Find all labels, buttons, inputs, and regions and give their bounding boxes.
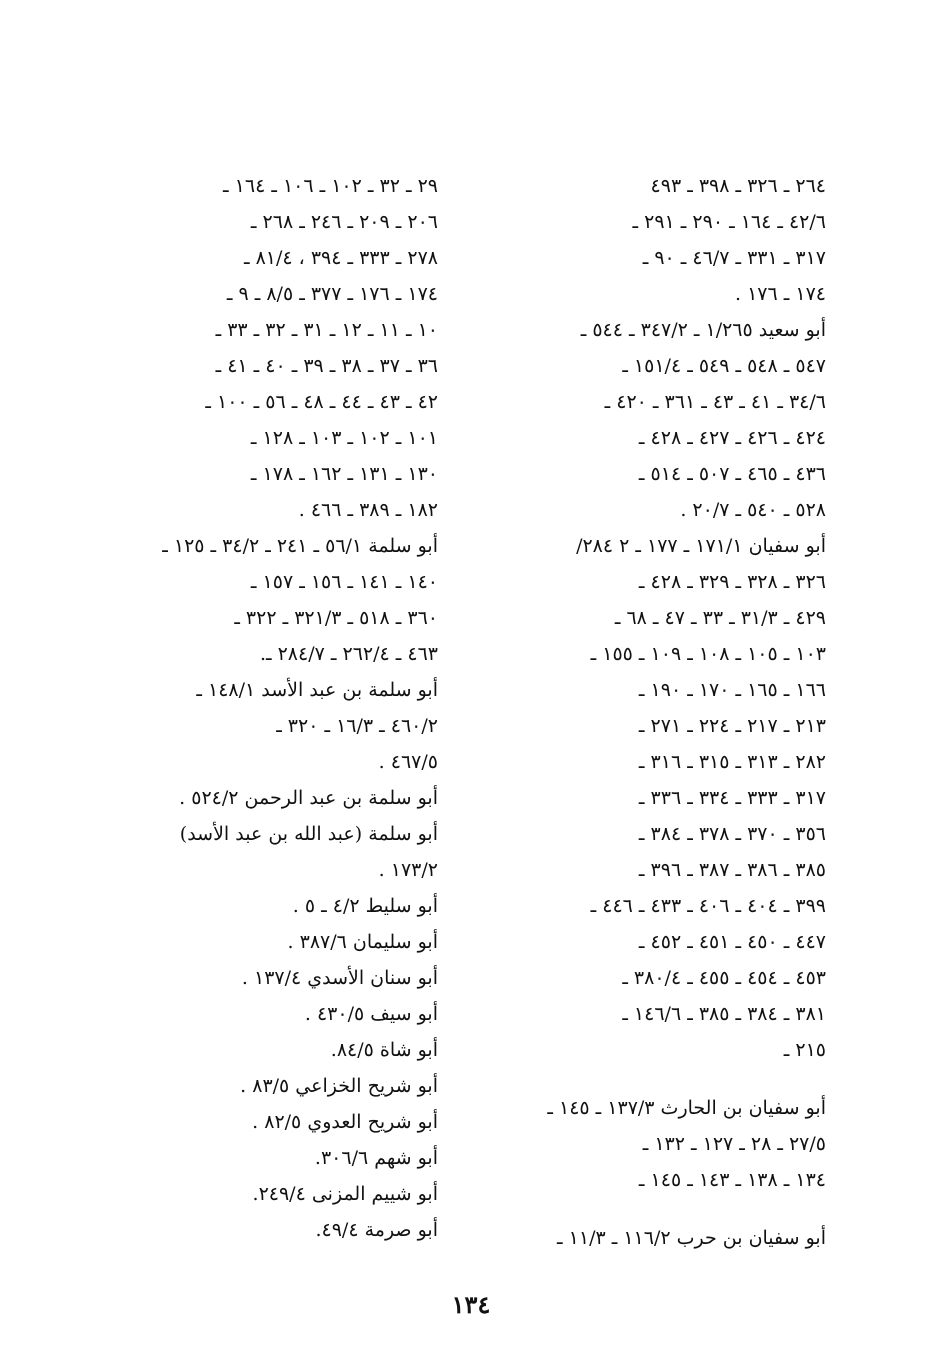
index-line: ١٣٤ ـ ١٣٨ ـ ١٤٣ ـ ١٤٥ ـ: [638, 1169, 826, 1191]
index-line: ٣١٧ ـ ٣٣٣ ـ ٣٣٤ ـ ٣٣٦ ـ: [638, 787, 826, 809]
index-line: أبو سليط ٤/٢ ـ ٥ .: [292, 895, 438, 917]
index-line: ٤٦٣ ـ ٢٦٢/٤ ـ ٢٨٤/٧ ـ.: [259, 643, 438, 665]
index-line: أبو سيف ٤٣٠/٥ .: [304, 1003, 438, 1025]
index-line: ٣٨٥ ـ ٣٨٦ ـ ٣٨٧ ـ ٣٩٦ ـ: [638, 859, 826, 881]
entry-gap: [490, 1068, 826, 1090]
index-line: أبو شريح العدوي ٨٢/٥ .: [252, 1111, 438, 1133]
index-line: ٢١٥ ـ: [783, 1039, 826, 1061]
index-line: ٣٥٦ ـ ٣٧٠ ـ ٣٧٨ ـ ٣٨٤ ـ: [638, 823, 826, 845]
index-line: أبو سفيان ١٧١/١ ـ ١٧٧ ـ ٢ ٢٨٤/: [576, 535, 826, 557]
index-line: ٢٧٨ ـ ٣٣٣ ـ ٣٩٤ ، ٨١/٤ ـ: [243, 247, 438, 269]
index-line: ٤٢ ـ ٤٣ ـ ٤٤ ـ ٤٨ ـ ٥٦ ـ ١٠٠ ـ: [205, 391, 438, 413]
index-line: ١٨٢ ـ ٣٨٩ ـ ٤٦٦ .: [298, 499, 438, 521]
index-line: أبو سلمة بن عبد الرحمن ٥٢٤/٢ .: [179, 787, 438, 809]
index-line: ١٦٦ ـ ١٦٥ ـ ١٧٠ ـ ١٩٠ ـ: [638, 679, 826, 701]
index-line: ٥٢٨ ـ ٥٤٠ ـ ٢٠/٧ .: [680, 499, 826, 521]
index-line: ٣٤/٦ ـ ٤١ ـ ٤٣ ـ ٣٦١ ـ ٤٢٠ ـ: [604, 391, 826, 413]
index-line: أبو شييم المزنى ٢٤٩/٤.: [252, 1183, 438, 1205]
index-line: ١٣٠ ـ ١٣١ ـ ١٦٢ ـ ١٧٨ ـ: [250, 463, 438, 485]
index-line: ٢٠٦ ـ ٢٠٩ ـ ٢٤٦ ـ ٢٦٨ ـ: [250, 211, 438, 233]
index-line: ٣٦ ـ ٣٧ ـ ٣٨ ـ ٣٩ ـ ٤٠ ـ ٤١ ـ: [215, 355, 438, 377]
index-line: ١٧٣/٢ .: [378, 859, 438, 881]
page-number: ١٣٤: [451, 1290, 491, 1319]
index-column-right: [490, 168, 826, 1256]
index-line: ٣٢٦ ـ ٣٢٨ ـ ٣٢٩ ـ ٤٢٨ ـ: [638, 571, 826, 593]
index-line: أبو سلمة بن عبد الأسد ١٤٨/١ ـ: [196, 679, 438, 701]
index-line: أبو شهم ٣٠٦/٦.: [314, 1147, 438, 1169]
entry-gap: [490, 1198, 826, 1220]
index-line: ١٠٣ ـ ١٠٥ ـ ١٠٨ ـ ١٠٩ ـ ١٥٥ ـ: [590, 643, 826, 665]
index-line: ٤٢٤ ـ ٤٢٦ ـ ٤٢٧ ـ ٤٢٨ ـ: [638, 427, 826, 449]
index-line: ٣٦٠ ـ ٥١٨ ـ ٣٢١/٣ ـ ٣٢٢ ـ: [234, 607, 438, 629]
index-line: ١٧٤ ـ ١٧٦ .: [735, 283, 826, 305]
index-line: أبو سلمة (عبد الله بن عبد الأسد): [179, 823, 438, 845]
index-line: أبو سفيان بن الحارث ١٣٧/٣ ـ ١٤٥ ـ: [547, 1097, 826, 1119]
index-line: ٤٦٠/٢ ـ ١٦/٣ ـ ٣٢٠ ـ: [276, 715, 438, 737]
index-line: ٤٣٦ ـ ٤٦٥ ـ ٥٠٧ ـ ٥١٤ ـ: [638, 463, 826, 485]
index-line: ٤٢٩ ـ ٣١/٣ ـ ٣٣ ـ ٤٧ ـ ٦٨ ـ: [614, 607, 826, 629]
index-line: ٢٦٤ ـ ٣٢٦ ـ ٣٩٨ ـ ٤٩٣: [650, 175, 826, 197]
index-line: ٤٢/٦ ـ ١٦٤ ـ ٢٩٠ ـ ٢٩١ ـ: [632, 211, 826, 233]
index-line: ١٤٠ ـ ١٤١ ـ ١٥٦ ـ ١٥٧ ـ: [250, 571, 438, 593]
index-line: ١٧٤ ـ ١٧٦ ـ ٣٧٧ ـ ٨/٥ ـ ٩ ـ: [226, 283, 438, 305]
index-line: ٣٨١ ـ ٣٨٤ ـ ٣٨٥ ـ ١٤٦/٦ ـ: [622, 1003, 826, 1025]
index-column-left: [100, 168, 438, 1248]
index-line: ١٠١ ـ ١٠٢ ـ ١٠٣ ـ ١٢٨ ـ: [250, 427, 438, 449]
index-line: أبو شريح الخزاعي ٨٣/٥ .: [240, 1075, 438, 1097]
index-line: أبو سعيد ١/٢٦٥ ـ ٣٤٧/٢ ـ ٥٤٤ ـ: [580, 319, 826, 341]
index-line: ٢٨٢ ـ ٣١٣ ـ ٣١٥ ـ ٣١٦ ـ: [638, 751, 826, 773]
index-line: ٢٧/٥ ـ ٢٨ ـ ١٢٧ ـ ١٣٢ ـ: [642, 1133, 826, 1155]
index-line: ٤٤٧ ـ ٤٥٠ ـ ٤٥١ ـ ٤٥٢ ـ: [638, 931, 826, 953]
index-line: أبو شاة ٨٤/٥.: [330, 1039, 438, 1061]
index-line: ٣١٧ ـ ٣٣١ ـ ٤٦/٧ ـ ٩٠ ـ: [642, 247, 826, 269]
index-line: ١٠ ـ ١١ ـ ١٢ ـ ٣١ ـ ٣٢ ـ ٣٣ ـ: [215, 319, 438, 341]
index-line: ٥٤٧ ـ ٥٤٨ ـ ٥٤٩ ـ ١٥١/٤ ـ: [622, 355, 826, 377]
index-line: أبو سليمان ٣٨٧/٦ .: [287, 931, 438, 953]
index-line: أبو صرمة ٤٩/٤.: [315, 1219, 438, 1241]
index-line: ٤٥٣ ـ ٤٥٤ ـ ٤٥٥ ـ ٣٨٠/٤ ـ: [622, 967, 826, 989]
index-line: ٢١٣ ـ ٢١٧ ـ ٢٢٤ ـ ٢٧١ ـ: [638, 715, 826, 737]
index-line: ٣٩٩ ـ ٤٠٤ ـ ٤٠٦ ـ ٤٣٣ ـ ٤٤٦ ـ: [590, 895, 826, 917]
index-line: أبو سلمة ٥٦/١ ـ ٢٤١ ـ ٣٤/٢ ـ ١٢٥ ـ: [162, 535, 438, 557]
index-line: أبو سنان الأسدي ١٣٧/٤ .: [241, 967, 438, 989]
index-line: أبو سفيان بن حرب ١١٦/٢ ـ ١١/٣ ـ: [557, 1227, 826, 1249]
index-line: ٤٦٧/٥ .: [378, 751, 438, 773]
index-line: ٢٩ ـ ٣٢ ـ ١٠٢ ـ ١٠٦ ـ ١٦٤ ـ: [223, 175, 438, 197]
